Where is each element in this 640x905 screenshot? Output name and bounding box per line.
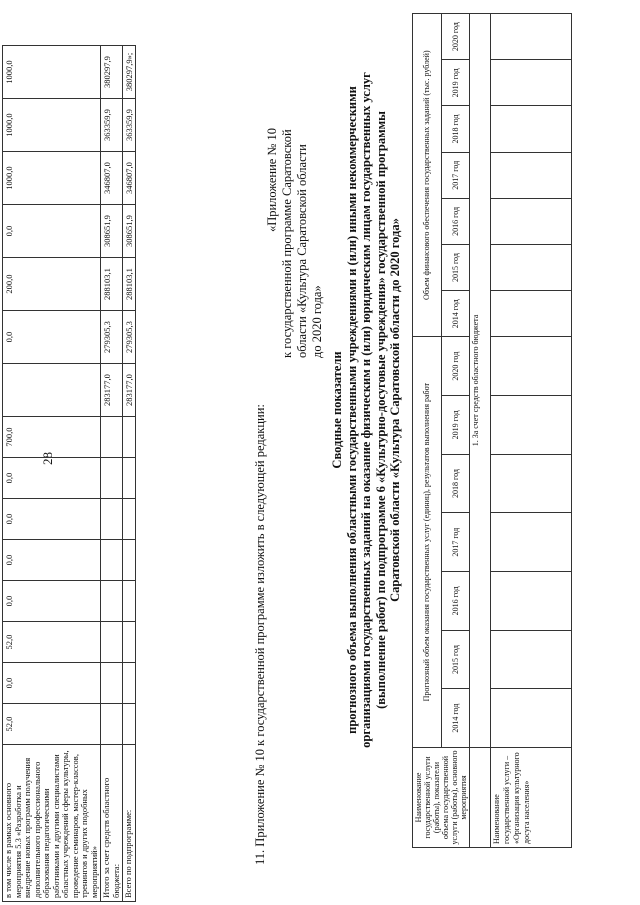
value-cell xyxy=(123,458,136,499)
empty-cell xyxy=(491,630,572,689)
value-cell: 308651,9 xyxy=(101,205,123,258)
year-header: 2017 год xyxy=(441,152,470,198)
value-cell: 0,0 xyxy=(3,663,101,704)
table-row xyxy=(3,46,101,902)
value-cell xyxy=(123,581,136,622)
year-header: 2014 год xyxy=(441,689,470,748)
year-header: 2019 год xyxy=(441,396,470,455)
value-cell: 346807,0 xyxy=(101,152,123,205)
empty-cell xyxy=(491,60,572,106)
value-cell: 0,0 xyxy=(3,581,101,622)
value-cell xyxy=(101,581,123,622)
appendix-header-line: «Приложение № 10 xyxy=(265,128,279,233)
value-cell: 200,0 xyxy=(3,258,101,311)
page-number: 28 xyxy=(40,452,55,465)
value-cell xyxy=(101,540,123,581)
title-line: (выполнение работ) по подпрограмме 6 «Культурно-досуговые учреждения» государственной программы xyxy=(373,111,388,709)
appendix-header xyxy=(265,128,325,358)
empty-cell xyxy=(491,572,572,631)
value-cell: 346807,0 xyxy=(123,152,136,205)
empty-cell xyxy=(491,244,572,290)
value-cell: 288103,1 xyxy=(123,258,136,311)
year-header: 2015 год xyxy=(441,630,470,689)
value-cell: 279305,3 xyxy=(101,311,123,364)
value-cell xyxy=(101,663,123,704)
value-cell: 700,0 xyxy=(3,417,101,458)
value-cell xyxy=(123,540,136,581)
continuation-table xyxy=(2,45,136,902)
value-cell xyxy=(101,458,123,499)
value-cell xyxy=(3,364,101,417)
empty-cell xyxy=(491,337,572,396)
year-header: 2020 год xyxy=(441,14,470,60)
value-cell: 380297,9 xyxy=(101,46,123,99)
year-header: 2019 год xyxy=(441,60,470,106)
value-cell xyxy=(101,417,123,458)
value-cell xyxy=(101,622,123,663)
table-row xyxy=(101,46,123,902)
service-name-cell: Наименование государственной услуги – «Организация культурного досуга населения» xyxy=(491,748,572,848)
appendix-header-line: области «Культура Саратовской области xyxy=(295,144,309,358)
value-cell xyxy=(101,499,123,540)
value-cell: 279305,3 xyxy=(123,311,136,364)
value-cell: 1000,0 xyxy=(3,99,101,152)
value-cell: 1000,0 xyxy=(3,152,101,205)
value-cell: 0,0 xyxy=(3,311,101,364)
value-cell: 0,0 xyxy=(3,499,101,540)
value-cell: 0,0 xyxy=(3,458,101,499)
value-cell xyxy=(123,663,136,704)
value-cell: 52,0 xyxy=(3,622,101,663)
year-header: 2020 год xyxy=(441,337,470,396)
title-line: Саратовской области «Культура Саратовской области до 2020 года» xyxy=(388,218,402,602)
appendix-header-line: к государственной программе Саратовской xyxy=(280,129,294,358)
title-line: организациями государственных заданий на оказание физическим и (или) юридическим лицам государственных услуг xyxy=(359,72,373,748)
value-cell: 288103,1 xyxy=(101,258,123,311)
section-title: 1. За счет средств областного бюджета xyxy=(470,14,491,748)
value-cell: 1000,0 xyxy=(3,46,101,99)
summary-table xyxy=(412,13,572,848)
empty-cell xyxy=(491,513,572,572)
value-cell xyxy=(123,704,136,745)
row-name-cell: Всего по подпрограмме: xyxy=(123,745,136,902)
empty-cell xyxy=(491,454,572,513)
value-cell xyxy=(123,499,136,540)
header-name: Наименование государственной услуги (работы), показатели объема государственной услуги (работы), основного мероприятия xyxy=(413,748,470,848)
appendix-header-line: до 2020 года» xyxy=(310,285,324,358)
year-header: 2015 год xyxy=(441,244,470,290)
intro-paragraph: 11. Приложение № 10 к государственной программе изложить в следующей редакции: xyxy=(253,404,267,865)
table-row xyxy=(123,46,136,902)
empty-cell xyxy=(491,198,572,244)
header-finance: Объем финансового обеспечения государственных заданий (тыс. рублей) xyxy=(413,14,442,337)
year-header: 2014 год xyxy=(441,291,470,337)
value-cell: 52,0 xyxy=(3,704,101,745)
value-cell: 363359,9 xyxy=(101,99,123,152)
year-header: 2018 год xyxy=(441,106,470,152)
empty-cell xyxy=(491,291,572,337)
empty-cell xyxy=(491,396,572,455)
value-cell xyxy=(101,704,123,745)
row-name-cell: Итого за счет средств областного бюджета: xyxy=(101,745,123,902)
year-header: 2016 год xyxy=(441,572,470,631)
value-cell: 380297,9»; xyxy=(123,46,136,99)
value-cell: 0,0 xyxy=(3,205,101,258)
empty-cell xyxy=(491,106,572,152)
empty-cell xyxy=(491,689,572,748)
empty-cell xyxy=(491,14,572,60)
header-volume: Прогнозный объем оказания государственных услуг (единиц), результатов выполнения работ xyxy=(413,337,442,748)
value-cell: 283177,0 xyxy=(101,364,123,417)
document-title xyxy=(330,0,403,835)
row-name-cell: в том числе в рамках основного мероприятия 5.3 «Разработка и внедрение новых программ получения дополнительного профессионального образования педагогическими работниками и другими специалистами областных учреждений сферы культуры, проведение семинаров, мастер-классов, тренингов и других подобных мероприятий» xyxy=(3,745,101,902)
value-cell xyxy=(123,417,136,458)
value-cell: 308651,9 xyxy=(123,205,136,258)
year-header: 2017 год xyxy=(441,513,470,572)
title-line: Сводные показатели xyxy=(330,351,344,469)
value-cell xyxy=(123,622,136,663)
year-header: 2016 год xyxy=(441,198,470,244)
title-line: прогнозного объема выполнения областными государственными учреждениями и (или) иными некоммерческими xyxy=(344,86,359,734)
value-cell: 363359,9 xyxy=(123,99,136,152)
year-header: 2018 год xyxy=(441,454,470,513)
value-cell: 0,0 xyxy=(3,540,101,581)
value-cell: 283177,0 xyxy=(123,364,136,417)
empty-cell xyxy=(491,152,572,198)
